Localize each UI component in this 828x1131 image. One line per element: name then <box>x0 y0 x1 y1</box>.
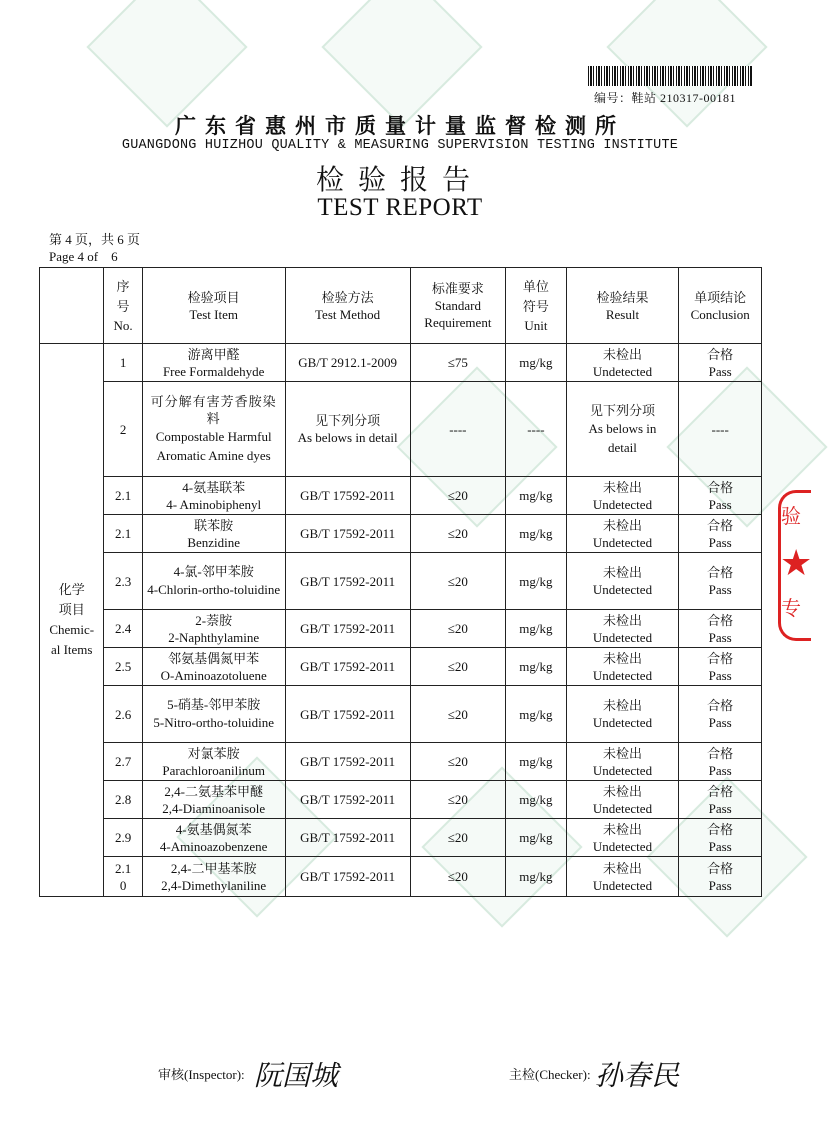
row-no: 2.3 <box>104 553 142 610</box>
checker-label: 主检(Checker): <box>509 1067 591 1082</box>
item-en: Benzidine <box>187 534 241 550</box>
conclusion-cn: 合格 <box>707 698 734 713</box>
row-no: 2.9 <box>104 819 142 857</box>
row-unit: mg/kg <box>506 515 566 553</box>
conclusion-en: Pass <box>708 715 732 730</box>
result-cn: 见下列分项 <box>589 402 655 418</box>
row-item <box>142 553 285 610</box>
item-en: 4-Chlorin-ortho-toluidine <box>147 582 281 597</box>
row-standard: ---- <box>410 382 506 477</box>
seal-star-icon: ★ <box>780 543 813 583</box>
item-en: Free Formaldehyde <box>162 363 265 379</box>
result-en: Undetected <box>592 800 653 816</box>
header-label: Standard <box>434 298 481 313</box>
result-cn: 未检出 <box>602 698 642 713</box>
item-en: 4-Aminoazobenzene <box>159 838 268 854</box>
row-standard: ≤20 <box>410 857 506 897</box>
row-result <box>566 686 679 743</box>
category-label-cn: 化学项目 <box>58 582 85 617</box>
result-en: As belows in detail <box>588 420 657 455</box>
row-standard: ≤20 <box>410 686 506 743</box>
category-label-en: al Items <box>50 642 93 657</box>
table-header-row <box>40 268 762 344</box>
table-row <box>40 686 762 743</box>
method-en: As belows in detail <box>297 430 398 445</box>
conclusion-cn: 合格 <box>707 860 734 876</box>
header-label: Test Method <box>315 306 381 322</box>
result-en: Undetected <box>592 629 653 645</box>
conclusion-cn: 合格 <box>707 821 734 837</box>
result-en: Undetected <box>592 667 653 683</box>
header-conclusion <box>679 268 762 344</box>
row-conclusion <box>679 857 762 897</box>
item-en: 2-Naphthylamine <box>168 629 260 645</box>
row-unit: mg/kg <box>506 648 566 686</box>
table-row <box>40 781 762 819</box>
conclusion-en: Pass <box>708 877 732 893</box>
row-method <box>285 382 410 477</box>
row-result <box>566 610 679 648</box>
row-no: 2.1 <box>104 477 142 515</box>
row-unit: mg/kg <box>506 819 566 857</box>
conclusion-en: Pass <box>708 667 732 683</box>
header-label: 单位符号 <box>522 279 549 314</box>
row-standard: ≤20 <box>410 515 506 553</box>
header-label: Unit <box>524 318 548 333</box>
result-en: Undetected <box>592 877 653 893</box>
row-unit: mg/kg <box>506 610 566 648</box>
row-no: 2.6 <box>104 686 142 743</box>
result-cn: 未检出 <box>602 745 642 761</box>
header-item <box>142 268 285 344</box>
row-result <box>566 648 679 686</box>
page-number-en: Page 4 of 6 <box>49 249 118 264</box>
inspector-label: 审核(Inspector): <box>158 1067 245 1082</box>
table-row <box>40 515 762 553</box>
row-no: 2.4 <box>104 610 142 648</box>
item-cn: 游离甲醛 <box>187 346 240 362</box>
result-en: Undetected <box>592 496 653 512</box>
conclusion-en: Pass <box>708 496 732 512</box>
category-label-en: Chemic- <box>49 622 95 637</box>
result-cn: 未检出 <box>602 346 642 362</box>
row-result <box>566 477 679 515</box>
row-unit: mg/kg <box>506 553 566 610</box>
table-row <box>40 648 762 686</box>
institute-name-cn: 广东省惠州市质量计量监督检测所 <box>175 114 625 138</box>
row-method: GB/T 17592-2011 <box>285 781 410 819</box>
header-label: 检验结果 <box>596 289 649 305</box>
row-no: 2.1 <box>104 515 142 553</box>
row-conclusion <box>679 553 762 610</box>
watermark-logo <box>321 0 482 128</box>
header-standard <box>410 268 506 344</box>
row-method: GB/T 2912.1-2009 <box>285 344 410 382</box>
table-row <box>40 857 762 897</box>
header-label: 检验方法 <box>321 289 374 305</box>
result-en: Undetected <box>592 838 653 854</box>
row-item <box>142 686 285 743</box>
result-cn: 未检出 <box>602 612 642 628</box>
row-standard: ≤75 <box>410 344 506 382</box>
table-row <box>40 382 762 477</box>
result-cn: 未检出 <box>602 565 642 580</box>
row-no: 1 <box>104 344 142 382</box>
row-conclusion <box>679 686 762 743</box>
header-no <box>104 268 142 344</box>
row-unit: mg/kg <box>506 743 566 781</box>
row-item <box>142 743 285 781</box>
row-standard: ≤20 <box>410 648 506 686</box>
result-en: Undetected <box>592 582 653 597</box>
row-unit: mg/kg <box>506 781 566 819</box>
conclusion-cn: 合格 <box>707 745 734 761</box>
row-no: 2.7 <box>104 743 142 781</box>
row-method: GB/T 17592-2011 <box>285 553 410 610</box>
item-cn: 可分解有害芳香胺染料 <box>150 394 277 426</box>
row-conclusion <box>679 743 762 781</box>
row-result <box>566 743 679 781</box>
conclusion-en: Pass <box>708 582 732 597</box>
watermark-logo <box>606 0 767 128</box>
item-en: Parachloroanilinum <box>162 762 265 778</box>
header-label: Result <box>605 306 640 322</box>
checker-signature: 孙春民 <box>595 1059 680 1092</box>
header-label: Conclusion <box>690 306 750 322</box>
conclusion-cn: 合格 <box>707 783 734 799</box>
header-label: Test Item <box>189 306 238 322</box>
conclusion-cn: 合格 <box>707 650 734 666</box>
seal-char: 验 <box>781 506 801 528</box>
row-item <box>142 781 285 819</box>
row-standard: ≤20 <box>410 610 506 648</box>
row-standard: ≤20 <box>410 743 506 781</box>
row-conclusion <box>679 515 762 553</box>
item-cn: 4-氯-邻甲苯胺 <box>173 564 254 579</box>
row-conclusion: ---- <box>679 382 762 477</box>
conclusion-cn: 合格 <box>707 479 734 495</box>
row-result <box>566 553 679 610</box>
result-cn: 未检出 <box>602 650 642 666</box>
row-method: GB/T 17592-2011 <box>285 477 410 515</box>
report-number: 编号：鞋站 210317-00181 <box>594 91 736 105</box>
row-standard: ≤20 <box>410 781 506 819</box>
row-no: 2.8 <box>104 781 142 819</box>
conclusion-en: Pass <box>708 762 732 778</box>
result-cn: 未检出 <box>602 517 642 533</box>
result-cn: 未检出 <box>602 860 642 876</box>
conclusion-en: Pass <box>708 534 732 550</box>
row-no: 2.5 <box>104 648 142 686</box>
item-cn: 2,4-二甲基苯胺 <box>170 860 257 876</box>
row-conclusion <box>679 344 762 382</box>
row-method: GB/T 17592-2011 <box>285 819 410 857</box>
row-no-text: 2.10 <box>114 860 132 893</box>
result-cn: 未检出 <box>602 821 642 837</box>
row-item <box>142 857 285 897</box>
header-label: No. <box>113 318 133 333</box>
row-unit: mg/kg <box>506 344 566 382</box>
conclusion-en: Pass <box>708 363 732 379</box>
row-standard: ≤20 <box>410 553 506 610</box>
row-result <box>566 382 679 477</box>
row-conclusion <box>679 610 762 648</box>
item-cn: 4-氨基偶氮苯 <box>175 821 252 837</box>
row-unit: ---- <box>506 382 566 477</box>
row-result <box>566 857 679 897</box>
row-method: GB/T 17592-2011 <box>285 686 410 743</box>
watermark-logo <box>86 0 247 128</box>
row-item <box>142 382 285 477</box>
item-en: Compostable Harmful Aromatic Amine dyes <box>155 429 272 463</box>
row-standard: ≤20 <box>410 477 506 515</box>
header-label: 标准要求 <box>431 281 484 296</box>
inspector-signature: 阮国城 <box>254 1059 339 1092</box>
row-item <box>142 648 285 686</box>
table-row <box>40 610 762 648</box>
table-row <box>40 477 762 515</box>
category-cell <box>40 344 104 897</box>
conclusion-en: Pass <box>708 629 732 645</box>
header-label: 单项结论 <box>694 289 747 305</box>
item-en: 2,4-Dimethylaniline <box>161 877 267 893</box>
seal-char: 专 <box>781 598 801 620</box>
report-title-en: TEST REPORT <box>317 194 483 221</box>
table-row <box>40 553 762 610</box>
item-en: O-Aminoazotoluene <box>160 667 267 683</box>
row-method: GB/T 17592-2011 <box>285 648 410 686</box>
row-unit: mg/kg <box>506 857 566 897</box>
conclusion-en: Pass <box>708 838 732 854</box>
result-en: Undetected <box>592 363 653 379</box>
row-method: GB/T 17592-2011 <box>285 610 410 648</box>
row-result <box>566 515 679 553</box>
conclusion-cn: 合格 <box>707 565 734 580</box>
result-en: Undetected <box>592 534 653 550</box>
header-label: 检验项目 <box>187 289 240 305</box>
row-standard: ≤20 <box>410 819 506 857</box>
item-cn: 4-氨基联苯 <box>182 479 246 495</box>
row-method: GB/T 17592-2011 <box>285 857 410 897</box>
row-item <box>142 477 285 515</box>
item-cn: 2,4-二氨基苯甲醚 <box>164 783 263 799</box>
conclusion-cn: 合格 <box>707 346 734 362</box>
row-method: GB/T 17592-2011 <box>285 515 410 553</box>
conclusion-en: Pass <box>708 800 732 816</box>
row-method: GB/T 17592-2011 <box>285 743 410 781</box>
result-cn: 未检出 <box>602 783 642 799</box>
header-label: 序号 <box>116 279 130 314</box>
conclusion-cn: 合格 <box>707 517 734 533</box>
header-method <box>285 268 410 344</box>
result-en: Undetected <box>592 762 653 778</box>
method-cn: 见下列分项 <box>315 413 381 428</box>
row-item <box>142 610 285 648</box>
header-blank <box>40 268 104 344</box>
row-no: 2 <box>104 382 142 477</box>
row-unit: mg/kg <box>506 477 566 515</box>
item-cn: 5-硝基-邻甲苯胺 <box>167 697 261 712</box>
header-label: Requirement <box>424 315 492 330</box>
row-item <box>142 515 285 553</box>
institute-name-en: GUANGDONG HUIZHOU QUALITY & MEASURING SUPERVISION TESTING INSTITUTE <box>121 138 679 153</box>
conclusion-cn: 合格 <box>707 612 734 628</box>
item-en: 4- Aminobiphenyl <box>166 496 262 512</box>
table-row <box>40 743 762 781</box>
result-cn: 未检出 <box>602 479 642 495</box>
row-unit: mg/kg <box>506 686 566 743</box>
header-result <box>566 268 679 344</box>
row-no <box>104 857 142 897</box>
page-number-cn: 第 4 页，共 6 页 <box>49 232 141 247</box>
item-cn: 对氯苯胺 <box>187 745 240 761</box>
row-result <box>566 781 679 819</box>
table-row <box>40 344 762 382</box>
row-item <box>142 344 285 382</box>
row-result <box>566 344 679 382</box>
item-en: 5-Nitro-ortho-toluidine <box>153 715 274 730</box>
item-cn: 邻氨基偶氮甲苯 <box>168 650 260 666</box>
barcode <box>588 66 753 86</box>
item-cn: 联苯胺 <box>194 517 234 533</box>
row-conclusion <box>679 648 762 686</box>
row-item <box>142 819 285 857</box>
table-row <box>40 819 762 857</box>
item-en: 2,4-Diaminoanisole <box>162 800 266 816</box>
result-en: Undetected <box>592 715 653 730</box>
header-unit <box>506 268 566 344</box>
results-table <box>39 267 762 897</box>
item-cn: 2-萘胺 <box>195 612 233 628</box>
row-conclusion <box>679 781 762 819</box>
row-conclusion <box>679 819 762 857</box>
row-result <box>566 819 679 857</box>
row-conclusion <box>679 477 762 515</box>
report-title-cn: 检验报告 <box>315 165 484 196</box>
